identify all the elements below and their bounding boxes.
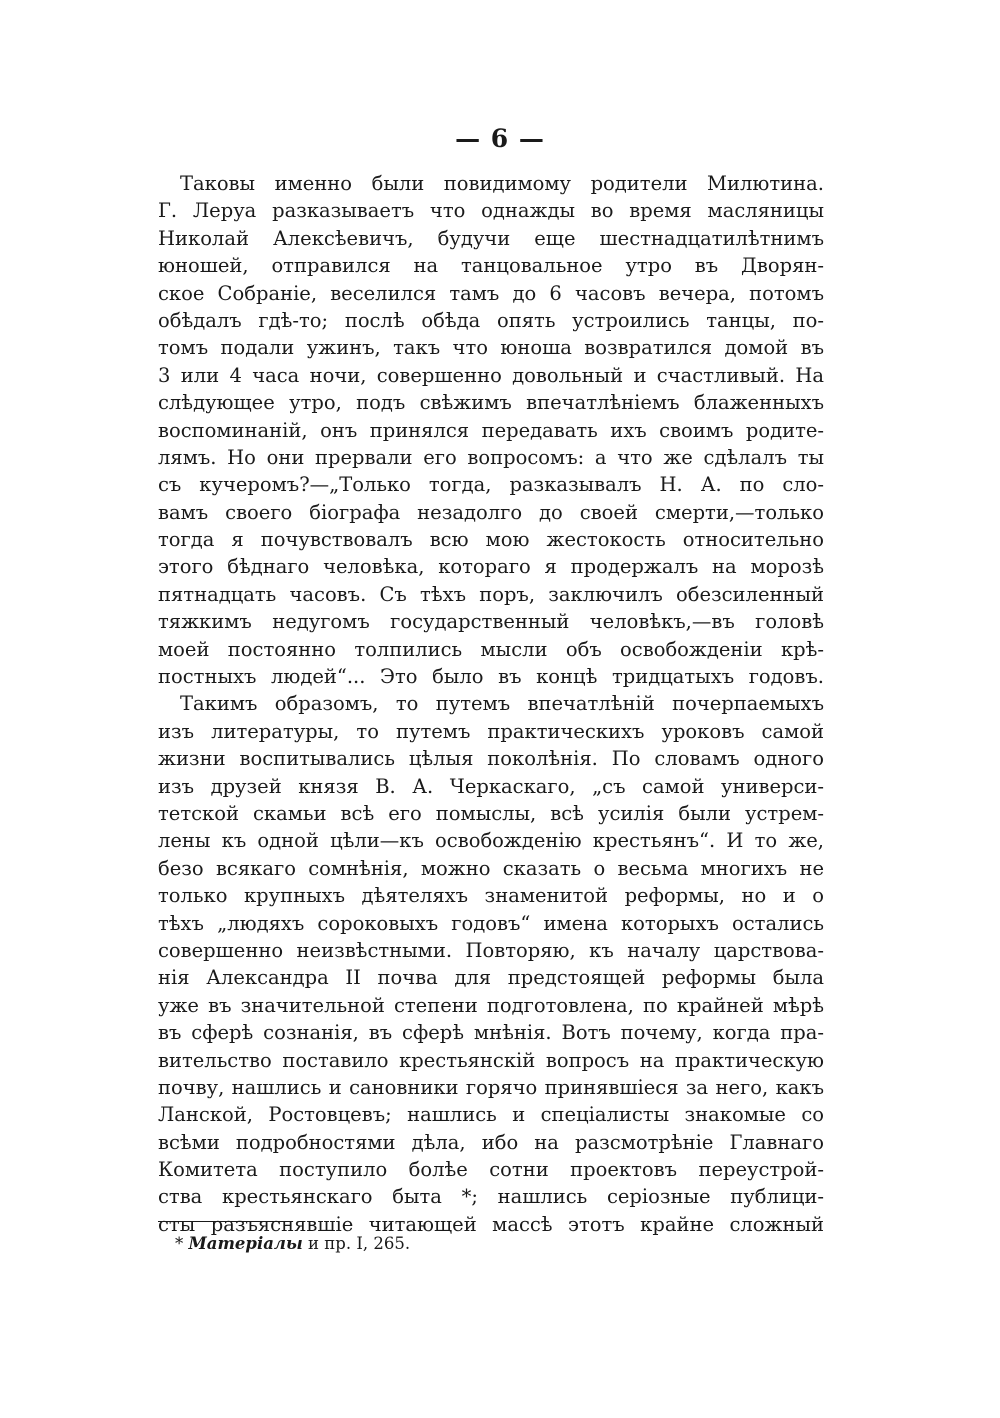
- text-line: тѣхъ „людяхъ сороковыхъ годовъ“ имена которыхъ остались: [158, 911, 824, 935]
- text-line: нія Александра II почва для предстоящей реформы была: [158, 966, 824, 990]
- text-line: постныхъ людей“... Это было въ концѣ тридцатыхъ годовъ.: [158, 665, 824, 689]
- text-line: обѣдалъ гдѣ-то; послѣ обѣда опять устроились танцы, по-: [158, 308, 824, 332]
- text-line: сты разъяснявшіе читающей массѣ этотъ крайне сложный: [158, 1212, 824, 1236]
- text-line: вительство поставило крестьянскій вопросъ на практическую: [158, 1048, 824, 1072]
- text-line: этого бѣднаго человѣка, котораго я продержалъ на морозѣ: [158, 555, 824, 579]
- text-line: ства крестьянскаго быта *; нашлись серіозные публици-: [158, 1185, 824, 1209]
- footnote: [175, 1232, 410, 1256]
- text-line: почву, нашлись и сановники горячо принявшіеся за него, какъ: [158, 1075, 824, 1099]
- footnote-divider: [158, 1221, 290, 1222]
- text-line: изъ друзей князя В. А. Черкаскаго, „съ самой универси-: [158, 774, 824, 798]
- text-line: воспоминаній, онъ принялся передавать ихъ своимъ родите-: [158, 418, 824, 442]
- text-line: безо всякаго сомнѣнія, можно сказать о весьма многихъ не: [158, 856, 824, 880]
- footnote-marker: *: [175, 1234, 184, 1253]
- text-line: 3 или 4 часа ночи, совершенно довольный и счастливый. На: [158, 363, 824, 387]
- text-line: Николай Алексѣевичъ, будучи еще шестнадцатилѣтнимъ: [158, 226, 824, 250]
- paragraph-1: [158, 170, 824, 690]
- text-line: слѣдующее утро, подъ свѣжимъ впечатлѣніемъ блаженныхъ: [158, 391, 824, 415]
- text-line: совершенно неизвѣстными. Повторяю, къ началу царствова-: [158, 938, 824, 962]
- body-text: [158, 170, 824, 1238]
- text-line: ское Собраніе, веселился тамъ до 6 часовъ вечера, потомъ: [158, 281, 824, 305]
- text-line: Таковы именно были повидимому родители Милютина.: [180, 172, 824, 195]
- text-line: Такимъ образомъ, то путемъ впечатлѣній почерпаемыхъ: [180, 692, 824, 716]
- text-line: тогда я почувствовалъ всю мою жестокость относительно: [158, 528, 824, 552]
- text-line: только крупныхъ дѣятеляхъ знаменитой реформы, но и о: [158, 884, 824, 908]
- text-line: Ланской, Ростовцевъ; нашлись и спеціалисты знакомые со: [158, 1103, 824, 1127]
- text-line: вамъ своего біографа незадолго до своей смерти,—только: [158, 500, 824, 524]
- text-line: въ сферѣ сознанія, въ сферѣ мнѣнія. Вотъ почему, когда пра-: [158, 1021, 824, 1045]
- text-line: моей постоянно толпились мысли объ освобожденіи крѣ-: [158, 637, 824, 661]
- text-line: томъ подали ужинъ, такъ что юноша возвратился домой въ: [158, 336, 824, 360]
- text-line: лены къ одной цѣли—къ освобожденію крестьянъ“. И то же,: [158, 829, 824, 853]
- text-line: тетской скамьи всѣ его помыслы, всѣ усилія были устрем-: [158, 801, 824, 825]
- text-line: лямъ. Но они прервали его вопросомъ: а что же сдѣлалъ ты: [158, 445, 824, 469]
- text-line: всѣми подробностями дѣла, ибо на разсмотрѣніе Главнаго: [158, 1130, 824, 1154]
- text-line: Г. Леруа разказываетъ что однажды во время масляницы: [158, 199, 824, 223]
- text-line: жизни воспитывались цѣлыя поколѣнія. По словамъ одного: [158, 747, 824, 771]
- footnote-reference: и пр. I, 265.: [302, 1234, 411, 1253]
- text-line: пятнадцать часовъ. Съ тѣхъ поръ, заключилъ обезсиленный: [158, 582, 824, 606]
- text-line: изъ литературы, то путемъ практическихъ уроковъ самой: [158, 719, 824, 743]
- paragraph-2: [158, 690, 824, 1238]
- text-line: юношей, отправился на танцовальное утро въ Дворян-: [158, 254, 824, 278]
- text-line: съ кучеромъ?—„Только тогда, разказывалъ Н. А. по сло-: [158, 473, 824, 497]
- text-line: уже въ значительной степени подготовлена, по крайней мѣрѣ: [158, 993, 824, 1017]
- text-line: Комитета поступило болѣе сотни проектовъ переустрой-: [158, 1158, 824, 1182]
- page-number: — 6 —: [455, 124, 545, 153]
- footnote-source-title: Матеріалы: [188, 1234, 303, 1253]
- text-line: тяжкимъ недугомъ государственный человѣкъ,—въ головѣ: [158, 610, 824, 634]
